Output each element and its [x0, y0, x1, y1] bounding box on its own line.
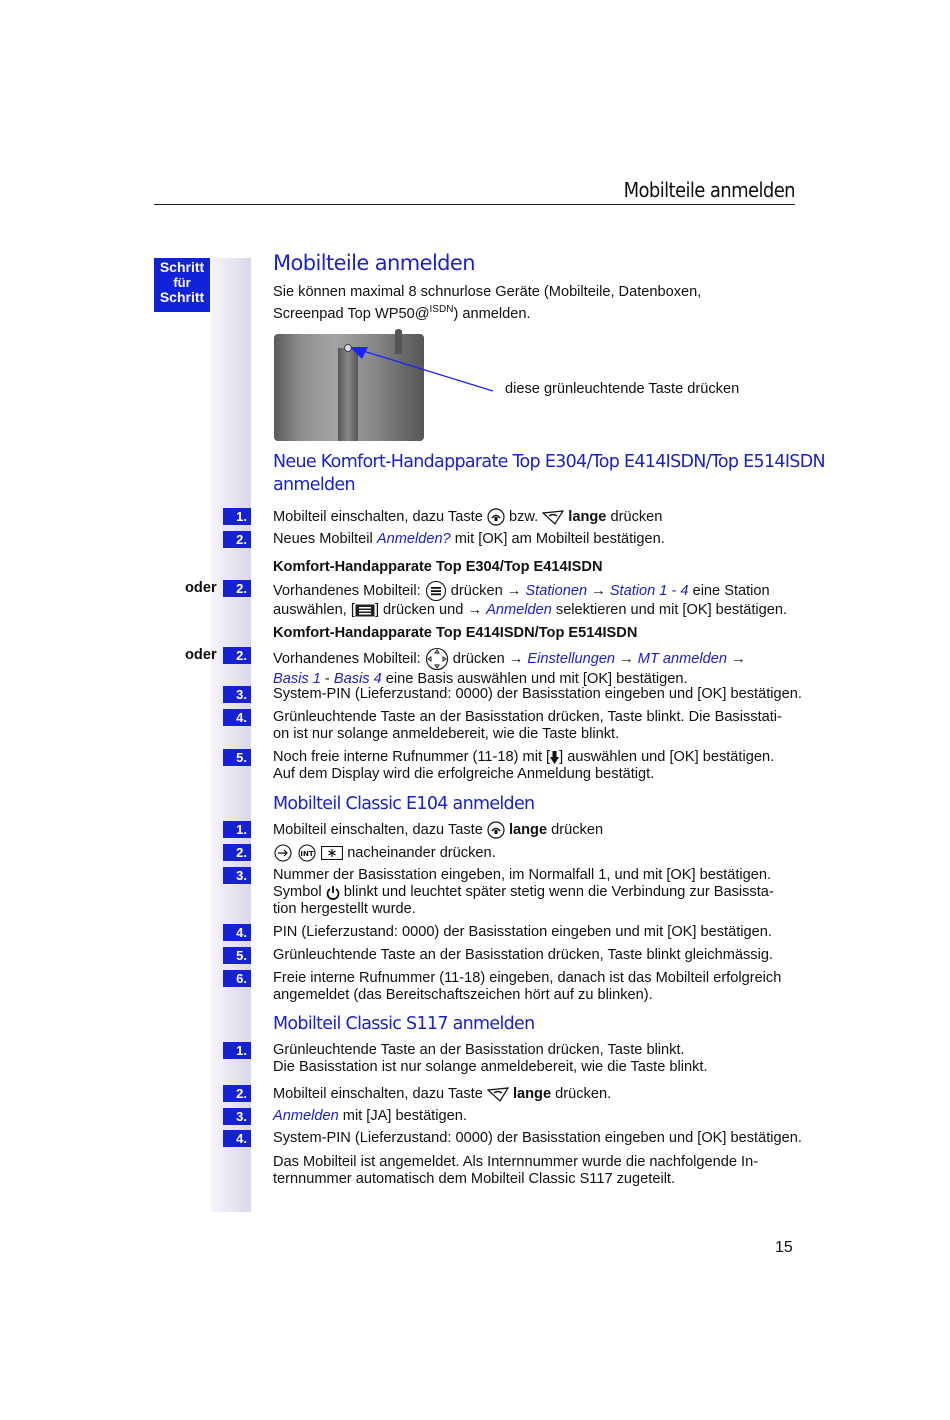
intro-line-2-pre: Screenpad Top WP50@: [273, 305, 430, 322]
figure-caption: diese grünleuchtende Taste drücken: [505, 381, 740, 397]
step-text-line: [273, 580, 803, 602]
step-text-part: auswählen, [: [273, 602, 355, 618]
step-text-part: Mobilteil einschalten, dazu Taste: [273, 1085, 483, 1102]
enter-key-icon: [273, 844, 293, 862]
step-text-part: selektieren und mit [OK] bestätigen.: [555, 602, 788, 618]
handset-talk-key-icon: [487, 1085, 509, 1103]
step-text-part: drücken →: [450, 582, 522, 599]
alternative-label: oder: [185, 580, 217, 596]
step-text: [273, 1042, 803, 1076]
step-text-line: Nummer der Basisstation eingeben, im Normalfall 1, und mit [OK] bestätigen.: [273, 867, 772, 883]
step-text: System-PIN (Lieferzustand: 0000) der Basisstation eingeben und [OK] bestätigen.: [273, 686, 802, 702]
step-number: 3.: [223, 1108, 251, 1125]
section-heading-komfort: [273, 451, 825, 497]
step-text: [273, 970, 803, 1004]
badge-line-2: für: [173, 275, 191, 290]
step-text-line: on ist nur solange anmeldebereit, wie die Taste blinkt.: [273, 726, 620, 742]
step-text-line: tion hergestellt wurde.: [273, 901, 416, 917]
step-text: [273, 844, 803, 862]
step-number: 2.: [223, 647, 251, 664]
step-text-part: ] drücken und →: [374, 602, 483, 618]
step-number: 3.: [223, 867, 251, 884]
step-text-part: mit [OK] am Mobilteil bestätigen.: [454, 531, 665, 547]
step-number: 2.: [223, 1085, 251, 1102]
step-text-part: Neues Mobilteil: [273, 531, 373, 547]
step-number: 2.: [223, 580, 251, 597]
step-text-part: ] auswählen und [OK] bestätigen.: [559, 749, 775, 765]
star-key-icon: [321, 846, 343, 860]
step-number: 4.: [223, 924, 251, 941]
step-text-line: angemeldet (das Bereitschaftszeichen hört auf zu blinken).: [273, 987, 653, 1003]
intro-superscript: ISDN: [429, 304, 454, 315]
step-number: 3.: [223, 686, 251, 703]
arrow-down-icon: [550, 751, 559, 764]
step-text-part: →: [619, 650, 634, 667]
step-text-part: nacheinander drücken.: [347, 844, 496, 861]
step-text-part: -: [324, 671, 330, 687]
svg-text:INT: INT: [300, 850, 314, 858]
step-text: [273, 821, 803, 839]
section-heading-e104: Mobilteil Classic E104 anmelden: [273, 794, 535, 814]
closing-line: Das Mobilteil ist angemeldet. Als Internnummer wurde die nachfolgende In-: [273, 1154, 759, 1170]
step-text: [273, 867, 803, 918]
callout-arrow: [0, 0, 950, 420]
handset-end-key-icon: [487, 508, 505, 526]
step-text-part: eine Station: [692, 582, 770, 599]
step-text-line: Freie interne Rufnummer (11-18) eingeben, danach ist das Mobilteil erfolgreich: [273, 970, 782, 986]
badge-line-3: Schritt: [159, 289, 205, 305]
menu-item-anmelden: Anmelden?: [376, 531, 451, 547]
step-text: [273, 1085, 803, 1103]
step-number: 5.: [223, 947, 251, 964]
step-text-part: drücken: [610, 508, 663, 525]
menu-key-icon: [425, 580, 447, 602]
menu-item-anmelden: Anmelden: [273, 1108, 339, 1124]
handset-end-key-icon: [487, 821, 505, 839]
step-text-bold: lange: [512, 1085, 552, 1102]
step-number: 2.: [223, 844, 251, 861]
subheading-e304-e414: Komfort-Handapparate Top E304/Top E414ISDN: [273, 559, 603, 575]
step-text-line: Grünleuchtende Taste an der Basisstation drücken, Taste blinkt.: [273, 1042, 685, 1058]
step-text: System-PIN (Lieferzustand: 0000) der Basisstation eingeben und [OK] bestätigen.: [273, 1130, 802, 1146]
step-text-bold: lange: [508, 821, 548, 838]
step-text-part: mit [JA] bestätigen.: [342, 1108, 467, 1124]
step-number: 4.: [223, 1130, 251, 1147]
section-heading-line-1: Neue Komfort-Handapparate Top E304/Top E414ISDN/Top E514ISDN: [273, 452, 825, 472]
step-text: [273, 1108, 803, 1125]
step-text-line: Die Basisstation ist nur solange anmeldebereit, wie die Taste blinkt.: [273, 1059, 708, 1075]
menu-item-basis-1: Basis 1: [273, 671, 321, 687]
step-text-part: blinkt und leuchtet später stetig wenn die Verbindung zur Basissta-: [343, 884, 774, 900]
badge-line-1: Schritt: [159, 259, 205, 275]
menu-item-stationen: Stationen: [525, 582, 588, 599]
step-text-part: Noch freie interne Rufnummer (11-18) mit [: [273, 749, 551, 765]
section-heading-s117: Mobilteil Classic S117 anmelden: [273, 1014, 535, 1034]
step-text-line: Auf dem Display wird die erfolgreiche Anmeldung bestätigt.: [273, 766, 655, 782]
intro-line-2-post: ) anmelden.: [453, 305, 531, 322]
step-text: Grünleuchtende Taste an der Basisstation drücken, Taste blinkt gleichmässig.: [273, 947, 773, 963]
step-text-part: drücken: [551, 821, 604, 838]
options-key-icon: [355, 604, 375, 617]
handset-talk-key-icon: [542, 508, 564, 526]
step-text-part: bzw.: [508, 508, 539, 525]
step-text-part: Mobilteil einschalten, dazu Taste: [273, 508, 483, 525]
step-number: 1.: [223, 821, 251, 838]
closing-line: ternnummer automatisch dem Mobilteil Classic S117 zugeteilt.: [273, 1171, 676, 1187]
step-number: 1.: [223, 508, 251, 525]
step-text-part: Symbol: [273, 884, 322, 900]
int-key-icon: [297, 844, 317, 862]
power-symbol-icon: [326, 885, 340, 900]
step-number: 4.: [223, 709, 251, 726]
step-number: 1.: [223, 1042, 251, 1059]
intro-line-1: Sie können maximal 8 schnurlose Geräte (Mobilteile, Datenboxen,: [273, 284, 702, 300]
step-text: [273, 531, 803, 548]
step-text-line: [273, 884, 803, 901]
menu-item-einstellungen: Einstellungen: [527, 650, 616, 667]
running-title: Mobilteile anmelden: [623, 178, 795, 202]
step-text: [273, 749, 803, 783]
menu-item-basis-4: Basis 4: [333, 671, 382, 687]
menu-item-mt-anmelden: MT anmelden: [637, 650, 728, 667]
step-text-part: Mobilteil einschalten, dazu Taste: [273, 821, 483, 838]
menu-item-station-range: Station 1 - 4: [609, 582, 689, 599]
step-number: 6.: [223, 970, 251, 987]
menu-item-anmelden: Anmelden: [486, 602, 552, 618]
closing-text: [273, 1154, 803, 1188]
step-text-part: Vorhandenes Mobilteil:: [273, 582, 421, 599]
page-title: Mobilteile anmelden: [273, 251, 475, 275]
step-text-line: [273, 602, 803, 619]
alternative-label: oder: [185, 647, 217, 663]
step-text: [273, 647, 803, 688]
subheading-e414-e514: Komfort-Handapparate Top E414ISDN/Top E514ISDN: [273, 625, 638, 641]
step-number: 2.: [223, 531, 251, 548]
step-text: PIN (Lieferzustand: 0000) der Basisstation eingeben und mit [OK] bestätigen.: [273, 924, 772, 940]
step-text-part: →: [731, 650, 746, 667]
step-text-bold: lange: [568, 508, 607, 525]
step-text-part: drücken.: [555, 1085, 612, 1102]
step-text: [273, 580, 803, 619]
step-text: [273, 709, 803, 743]
step-text-line: Grünleuchtende Taste an der Basisstation drücken, Taste blinkt. Die Basisstati-: [273, 709, 782, 725]
step-text-line: [273, 647, 803, 671]
section-heading-line-2: anmelden: [273, 475, 355, 495]
page-number: 15: [775, 1239, 793, 1256]
step-number: 5.: [223, 749, 251, 766]
step-text: [273, 508, 803, 526]
step-text-line: [273, 749, 803, 766]
navigation-key-icon: [425, 647, 449, 671]
step-text-part: Vorhandenes Mobilteil:: [273, 650, 421, 667]
step-text-part: drücken →: [452, 650, 524, 667]
step-text-part: eine Basis auswählen und mit [OK] bestätigen.: [385, 671, 688, 687]
step-text-part: →: [591, 582, 606, 599]
